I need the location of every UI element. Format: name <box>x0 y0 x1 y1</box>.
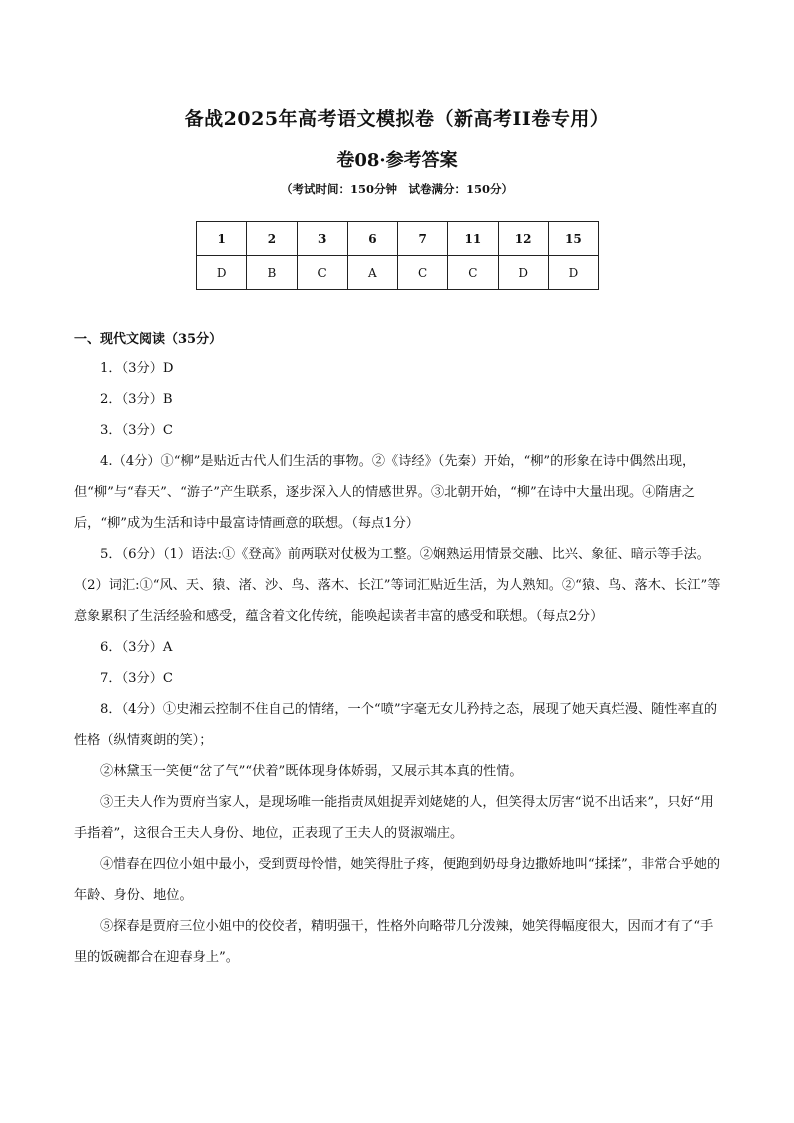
exam-info: （考试时间：150分钟 试卷满分：150分） <box>280 182 513 196</box>
answer-item-1: 1．（3分）D <box>100 361 174 376</box>
document-title: 备战2025年高考语文模拟卷（新高考II卷专用） <box>184 108 610 130</box>
answer-item-3: 3．（3分）C <box>100 423 174 438</box>
answer-cell: C <box>297 256 347 290</box>
answer-cell: A <box>347 256 397 290</box>
section-heading: 一、现代文阅读（35分） <box>74 332 223 347</box>
answer-item-6: 6．（3分）A <box>100 640 173 655</box>
answer-item-8-point-4: ④惜春在四位小姐中最小，受到贾母怜惜，她笑得肚子疼，便跑到奶母身边撒娇地叫“揉揉”，非常合乎她的年龄、身份、地位。 <box>74 857 721 903</box>
answer-cell: D <box>548 256 598 290</box>
question-number-cell: 7 <box>398 222 448 256</box>
question-number-cell: 12 <box>498 222 548 256</box>
answer-table-question-row <box>197 222 599 256</box>
answer-item-8-point-2: ②林黛玉一笑便“岔了气”“伏着”既体现身体娇弱，又展示其本真的性情。 <box>100 764 523 779</box>
answer-item-5: 5．（6分）（1）语法:①《登高》前两联对仗极为工整。②娴熟运用情景交融、比兴、象征、暗示等手法。（2）词汇:①“风、天、猿、渚、沙、鸟、落木、长江”等词汇贴近生活，为人熟知。②“猿、鸟、落木、长江”等意象累积了生活经验和感受，蕴含着文化传统，能唤起读者丰富的感受和联想。（每点2分） <box>74 547 721 624</box>
question-number-cell: 11 <box>448 222 498 256</box>
answer-cell: C <box>448 256 498 290</box>
answer-cell: C <box>398 256 448 290</box>
question-number-cell: 1 <box>197 222 247 256</box>
question-number-cell: 2 <box>247 222 297 256</box>
answer-item-4: 4.（4分）①“柳”是贴近古代人们生活的事物。②《诗经》（先秦）开始，“柳”的形象在诗中偶然出现，但“柳”与“春天”、“游子”产生联系，逐步深入人的情感世界。③北朝开始，“柳”在诗中大量出现。④隋唐之后，“柳”成为生活和诗中最富诗情画意的联想。（每点1分） <box>74 454 696 531</box>
answer-table <box>196 221 599 290</box>
answer-item-8-point-3: ③王夫人作为贾府当家人，是现场唯一能指责凤姐捉弄刘姥姥的人，但笑得太厉害“说不出话来”，只好“用手指着”，这很合王夫人身份、地位，正表现了王夫人的贤淑端庄。 <box>74 795 714 841</box>
answer-list <box>74 353 722 973</box>
question-number-cell: 15 <box>548 222 598 256</box>
question-number-cell: 6 <box>347 222 397 256</box>
answer-cell: D <box>498 256 548 290</box>
answer-cell: B <box>247 256 297 290</box>
answer-table-answer-row <box>197 256 599 290</box>
answer-item-8: 8．（4分）①史湘云控制不住自己的情绪，一个“喷”字毫无女儿矜持之态，展现了她天真烂漫、随性率直的性格（纵情爽朗的笑）； <box>74 702 718 748</box>
answer-item-7: 7．（3分）C <box>100 671 174 686</box>
document-subtitle: 卷08·参考答案 <box>336 150 458 171</box>
answer-item-8-point-5: ⑤探春是贾府三位小姐中的佼佼者，精明强干，性格外向略带几分泼辣，她笑得幅度很大，因而才有了“手里的饭碗都合在迎春身上”。 <box>74 919 714 965</box>
question-number-cell: 3 <box>297 222 347 256</box>
answer-item-2: 2．（3分）B <box>100 392 173 407</box>
answer-cell: D <box>197 256 247 290</box>
